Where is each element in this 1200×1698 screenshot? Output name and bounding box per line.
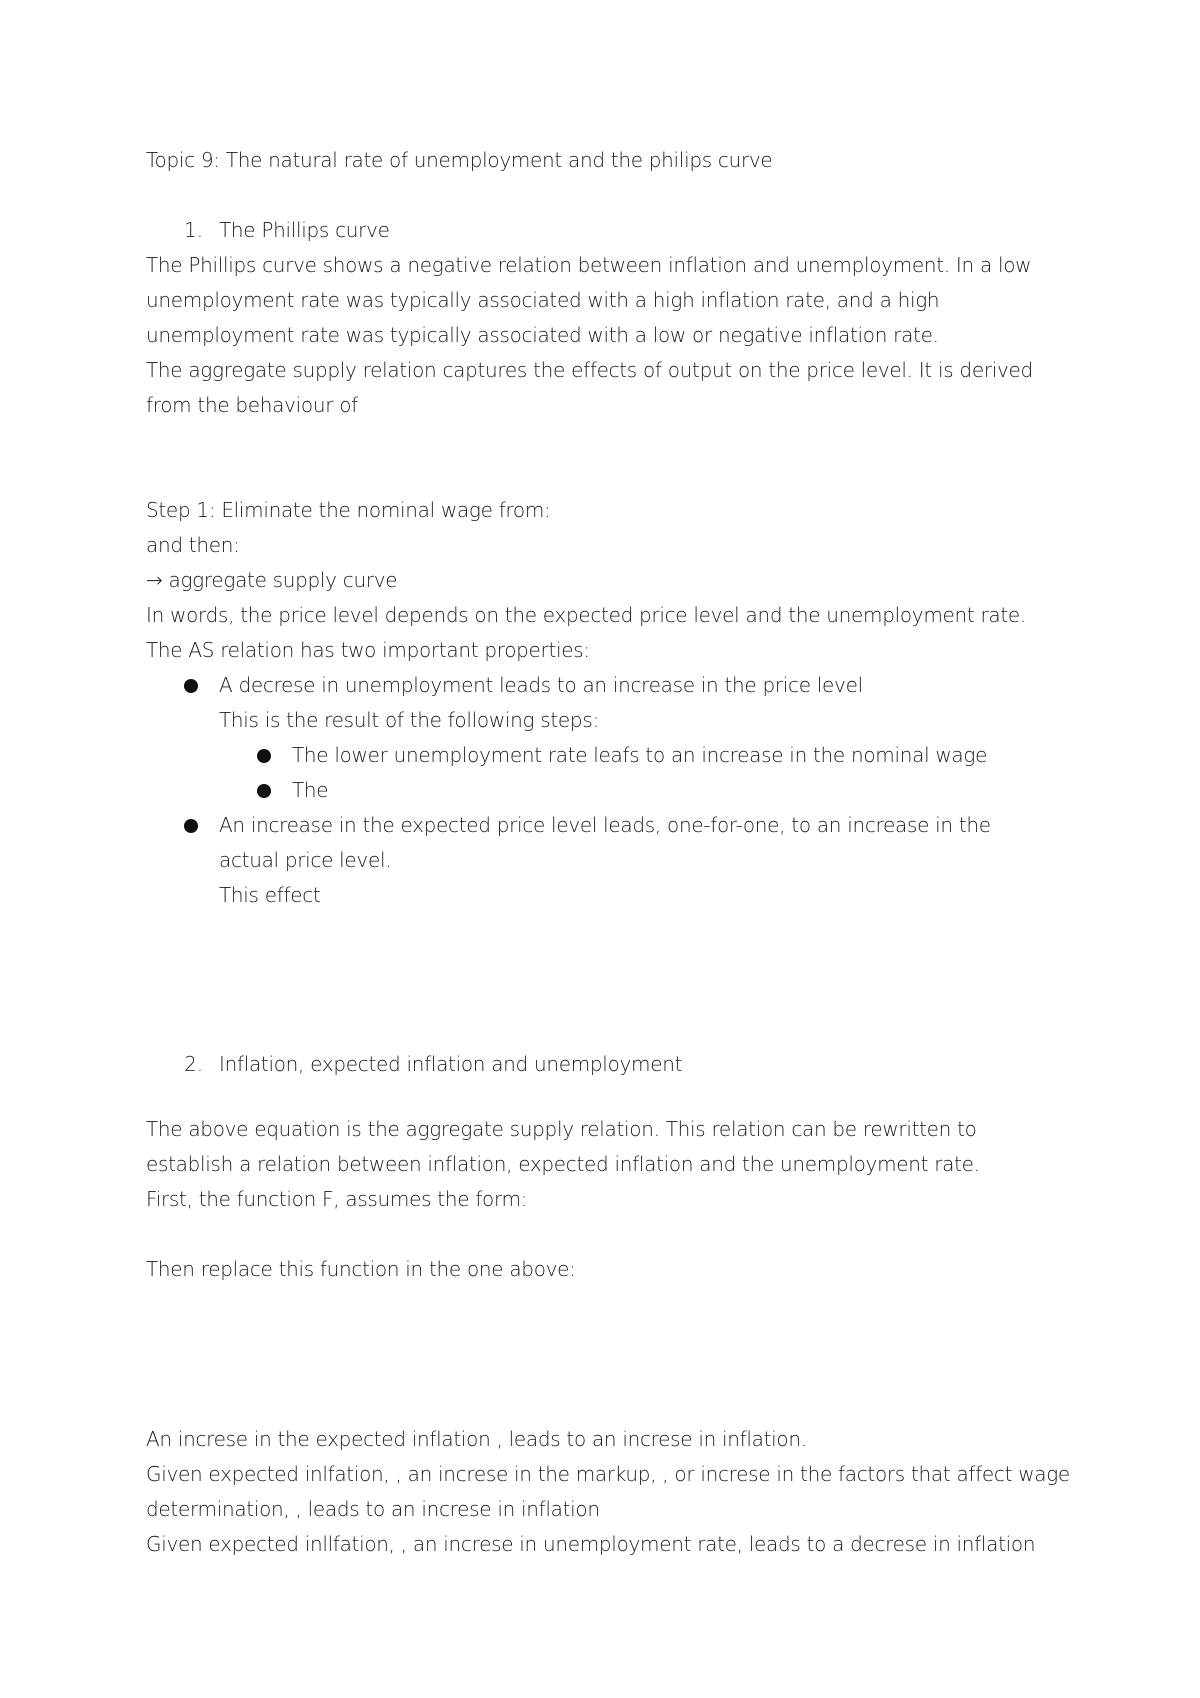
bullet-continuation: actual price level.	[219, 848, 392, 872]
conclusion-line: An increse in the expected inflation , leads to an increse in inflation.	[146, 1427, 807, 1451]
paragraph-line: Then replace this function in the one above:	[146, 1257, 576, 1281]
section-1-number: 1.	[184, 218, 204, 242]
bullet-icon	[184, 819, 198, 833]
paragraph-line: establish a relation between inflation, expected inflation and the unemployment rate.	[146, 1152, 980, 1176]
sub-bullet-item: The	[292, 778, 329, 802]
conclusion-line: determination, , leads to an increse in inflation	[146, 1497, 600, 1521]
bullet-icon	[257, 749, 271, 763]
paragraph-line: unemployment rate was typically associated with a high inflation rate, and a high	[146, 288, 940, 312]
bullet-icon	[257, 784, 271, 798]
section-2-number: 2.	[184, 1052, 204, 1076]
paragraph-line: In words, the price level depends on the expected price level and the unemployment rate.	[146, 603, 1026, 627]
paragraph-line: The Phillips curve shows a negative relation between inflation and unemployment. In a low	[146, 253, 1032, 277]
paragraph-line: from the behaviour of	[146, 393, 358, 417]
section-1-heading: The Phillips curve	[219, 218, 390, 242]
bullet-icon	[184, 679, 198, 693]
paragraph-line: The aggregate supply relation captures the effects of output on the price level. It is derived	[146, 358, 1033, 382]
bullet-item: A decrese in unemployment leads to an increase in the price level	[219, 673, 863, 697]
paragraph-line: First, the function F, assumes the form:	[146, 1187, 528, 1211]
section-2-heading: Inflation, expected inflation and unemployment	[219, 1052, 683, 1076]
paragraph-line: The above equation is the aggregate supply relation. This relation can be rewritten to	[146, 1117, 977, 1141]
bullet-continuation: This effect	[219, 883, 321, 907]
document-title: Topic 9: The natural rate of unemployment and the philips curve	[146, 148, 773, 172]
bullet-item: An increase in the expected price level leads, one-for-one, to an increase in the	[219, 813, 991, 837]
conclusion-line: Given expected inlfation, , an increse in the markup, , or increse in the factors that affect wage	[146, 1462, 1070, 1486]
conclusion-line: Given expected inllfation, , an increse in unemployment rate, leads to a decrese in inflation	[146, 1532, 1036, 1556]
step-1-line: Step 1: Eliminate the nominal wage from:	[146, 498, 551, 522]
paragraph-line: unemployment rate was typically associated with a low or negative inflation rate.	[146, 323, 939, 347]
paragraph-line: The AS relation has two important properties:	[146, 638, 590, 662]
aggregate-supply-line: → aggregate supply curve	[146, 568, 398, 592]
sub-bullet-item: The lower unemployment rate leafs to an increase in the nominal wage	[292, 743, 988, 767]
and-then-line: and then:	[146, 533, 240, 557]
bullet-continuation: This is the result of the following steps:	[219, 708, 599, 732]
